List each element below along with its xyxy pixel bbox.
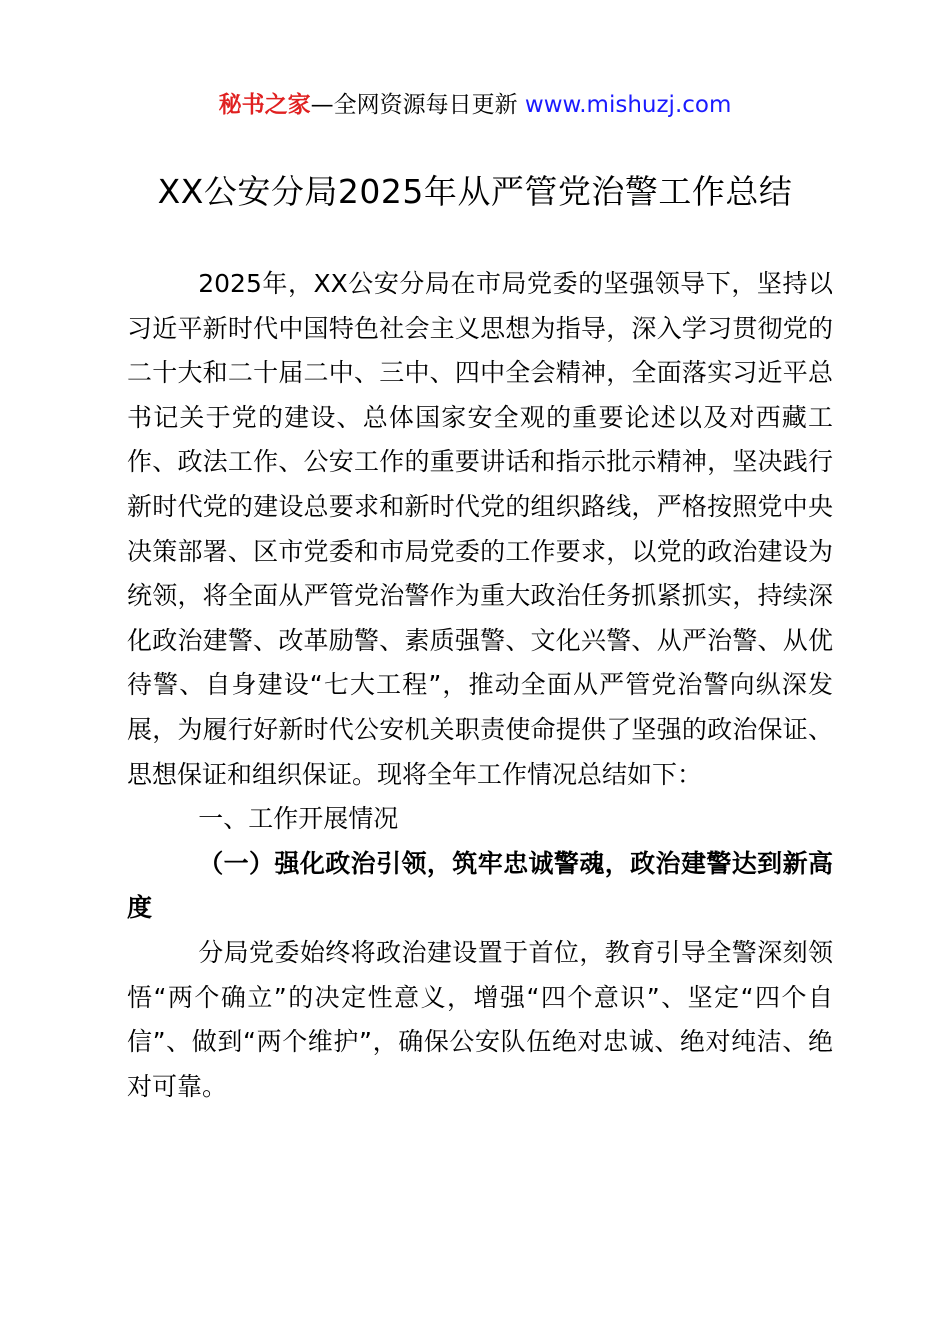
document-title: XX公安分局2025年从严管党治警工作总结 bbox=[157, 172, 793, 211]
intro-paragraph: 2025年，XX公安分局在市局党委的坚强领导下，坚持以习近平新时代中国特色社会主义思想为指导，深入学习贯彻党的二十大和二十届二中、三中、四中全会精神，全面落实习近平总书记关于党的建设、总体国家安全观的重要论述以及对西藏工作、政法工作、公安工作的重要讲话和指示批示精神，坚决践行新时代党的建设总要求和新时代党的组织路线，严格按照党中央决策部署、区市党委和市局党委的工作要求，以党的政治建设为统领，将全面从严管党治警作为重大政治任务抓紧抓实，持续深化政治建警、改革励警、素质强警、文化兴警、从严治警、从优待警、自身建设“七大工程”，推动全面从严管党治警向纵深发展，为履行好新时代公安机关职责使命提供了坚强的政治保证、思想保证和组织保证。现将全年工作情况总结如下： bbox=[127, 269, 833, 789]
subsection-heading: （一）强化政治引领，筑牢忠诚警魂，政治建警达到新高度 bbox=[127, 848, 833, 923]
body-paragraph: 分局党委始终将政治建设置于首位，教育引导全警深刻领悟“两个确立”的决定性意义，增强“四个意识”、坚定“四个自信”、做到“两个维护”，确保公安队伍绝对忠诚、绝对纯洁、绝对可靠。 bbox=[127, 937, 833, 1101]
brand-name: 秘书之家 bbox=[218, 92, 311, 118]
document-body bbox=[127, 262, 833, 1109]
header-tagline: —全网资源每日更新 bbox=[310, 92, 525, 118]
site-header bbox=[0, 88, 950, 122]
site-url-link[interactable]: www.mishuzj.com bbox=[524, 92, 732, 118]
section-heading: 一、工作开展情况 bbox=[198, 804, 399, 834]
